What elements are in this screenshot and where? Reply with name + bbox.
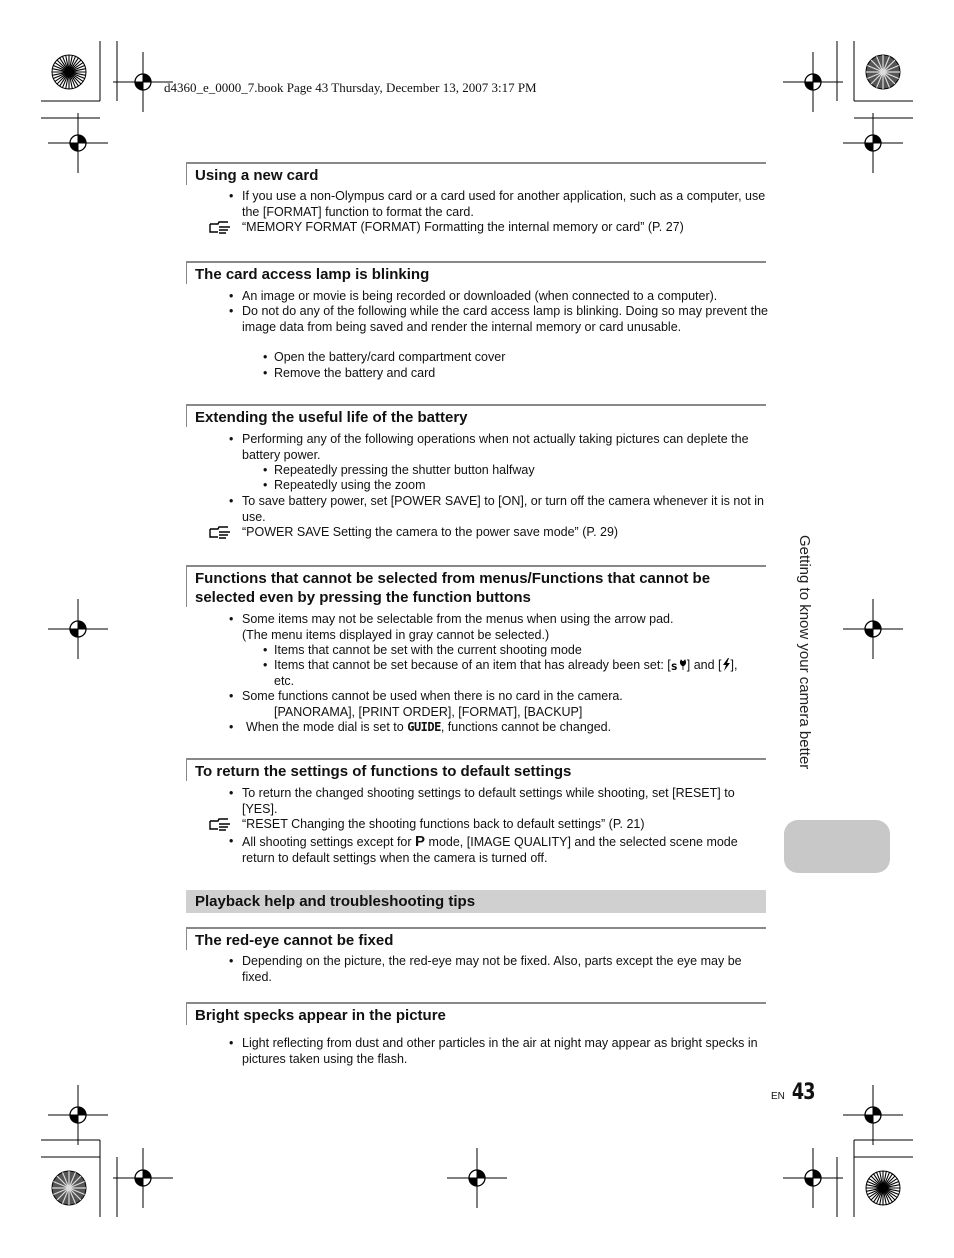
bullet-bright-specks: • Light reflecting from dust and other particles in the air at night may appear as bright specks in pictures taken using the flash. <box>230 1036 770 1067</box>
pointing-hand-icon <box>209 816 233 832</box>
supermacro-icon <box>671 658 687 671</box>
bullet-reset-yes: • To return the changed shooting settings to default settings while shooting, set [RESET] to [YES]. <box>230 786 770 817</box>
sub-bullet-remove-battery: • Remove the battery and card <box>263 366 773 382</box>
language-code: EN <box>771 1091 785 1102</box>
sub-bullet-current-mode: • Items that cannot be set with the current shooting mode <box>263 643 773 659</box>
reference-reset: “RESET Changing the shooting functions back to default settings” (P. 21) <box>209 817 769 833</box>
guide-mode-label: GUIDE <box>407 720 441 734</box>
chapter-side-label: Getting to know your camera better <box>796 535 813 770</box>
heading-bright-specks: Bright specks appear in the picture <box>186 1002 766 1025</box>
heading-functions-not-selectable: Functions that cannot be selected from menus/Functions that cannot be selected even by pressing the function buttons <box>186 565 766 607</box>
sub-bullet-zoom: • Repeatedly using the zoom <box>263 478 773 494</box>
flash-icon <box>722 658 731 671</box>
heading-using-new-card: Using a new card <box>186 162 766 185</box>
sub-bullet-shutter-halfway: • Repeatedly pressing the shutter button halfway <box>263 463 773 479</box>
bullet-guide-mode: • When the mode dial is set to GUIDE, functions cannot be changed. <box>230 720 770 736</box>
reference-power-save: “POWER SAVE Setting the camera to the power save mode” (P. 29) <box>209 525 769 541</box>
bullet-p-mode: • All shooting settings except for P mode, [IMAGE QUALITY] and the selected scene mode return to default settings when the camera is turned off. <box>230 834 770 866</box>
sub-bullet-open-cover: • Open the battery/card compartment cover <box>263 350 773 366</box>
bullet-red-eye: • Depending on the picture, the red-eye may not be fixed. Also, parts except the eye may be fixed. <box>230 954 770 985</box>
chapter-tab <box>784 820 890 873</box>
book-file-header: d4360_e_0000_7.book Page 43 Thursday, December 13, 2007 3:17 PM <box>164 80 537 95</box>
bullet-lamp-warning: • Do not do any of the following while the card access lamp is blinking. Doing so may prevent the image data from being saved and render the internal memory or card unusable. <box>230 304 770 335</box>
pointing-hand-icon <box>209 524 233 540</box>
pointing-hand-icon <box>209 219 233 235</box>
bullet-new-card-format: • If you use a non-Olympus card or a card used for another application, such as a computer, use the [FORMAT] function to format the card. <box>230 189 770 220</box>
bullet-battery-operations: • Performing any of the following operations when not actually taking pictures can deplete the battery power. <box>230 432 770 463</box>
heading-card-access-lamp: The card access lamp is blinking <box>186 261 766 284</box>
svg-text:S: S <box>670 663 678 671</box>
bullet-arrow-pad: • Some items may not be selectable from the menus when using the arrow pad. (The menu items displayed in gray cannot be selected.) <box>230 612 770 643</box>
reference-memory-format: “MEMORY FORMAT (FORMAT) Formatting the internal memory or card” (P. 27) <box>209 220 769 236</box>
sub-bullet-already-set: • Items that cannot be set because of an item that has already been set: [ S ] and [ ], etc. <box>263 658 773 689</box>
p-mode-label: P <box>415 833 426 850</box>
bullet-power-save: • To save battery power, set [POWER SAVE] to [ON], or turn off the camera whenever it is not in use. <box>230 494 770 525</box>
bullet-lamp-recording: • An image or movie is being recorded or downloaded (when connected to a computer). <box>230 289 770 305</box>
bullet-no-card: • Some functions cannot be used when there is no card in the camera. <box>230 689 770 705</box>
heading-red-eye: The red-eye cannot be fixed <box>186 927 766 950</box>
heading-reset-defaults: To return the settings of functions to default settings <box>186 758 766 781</box>
no-card-function-list: [PANORAMA], [PRINT ORDER], [FORMAT], [BACKUP] <box>274 705 583 719</box>
heading-playback-help: Playback help and troubleshooting tips <box>186 890 766 913</box>
heading-battery-life: Extending the useful life of the battery <box>186 404 766 427</box>
page-number <box>771 1080 818 1105</box>
page-number-value: 43 <box>792 1080 816 1105</box>
